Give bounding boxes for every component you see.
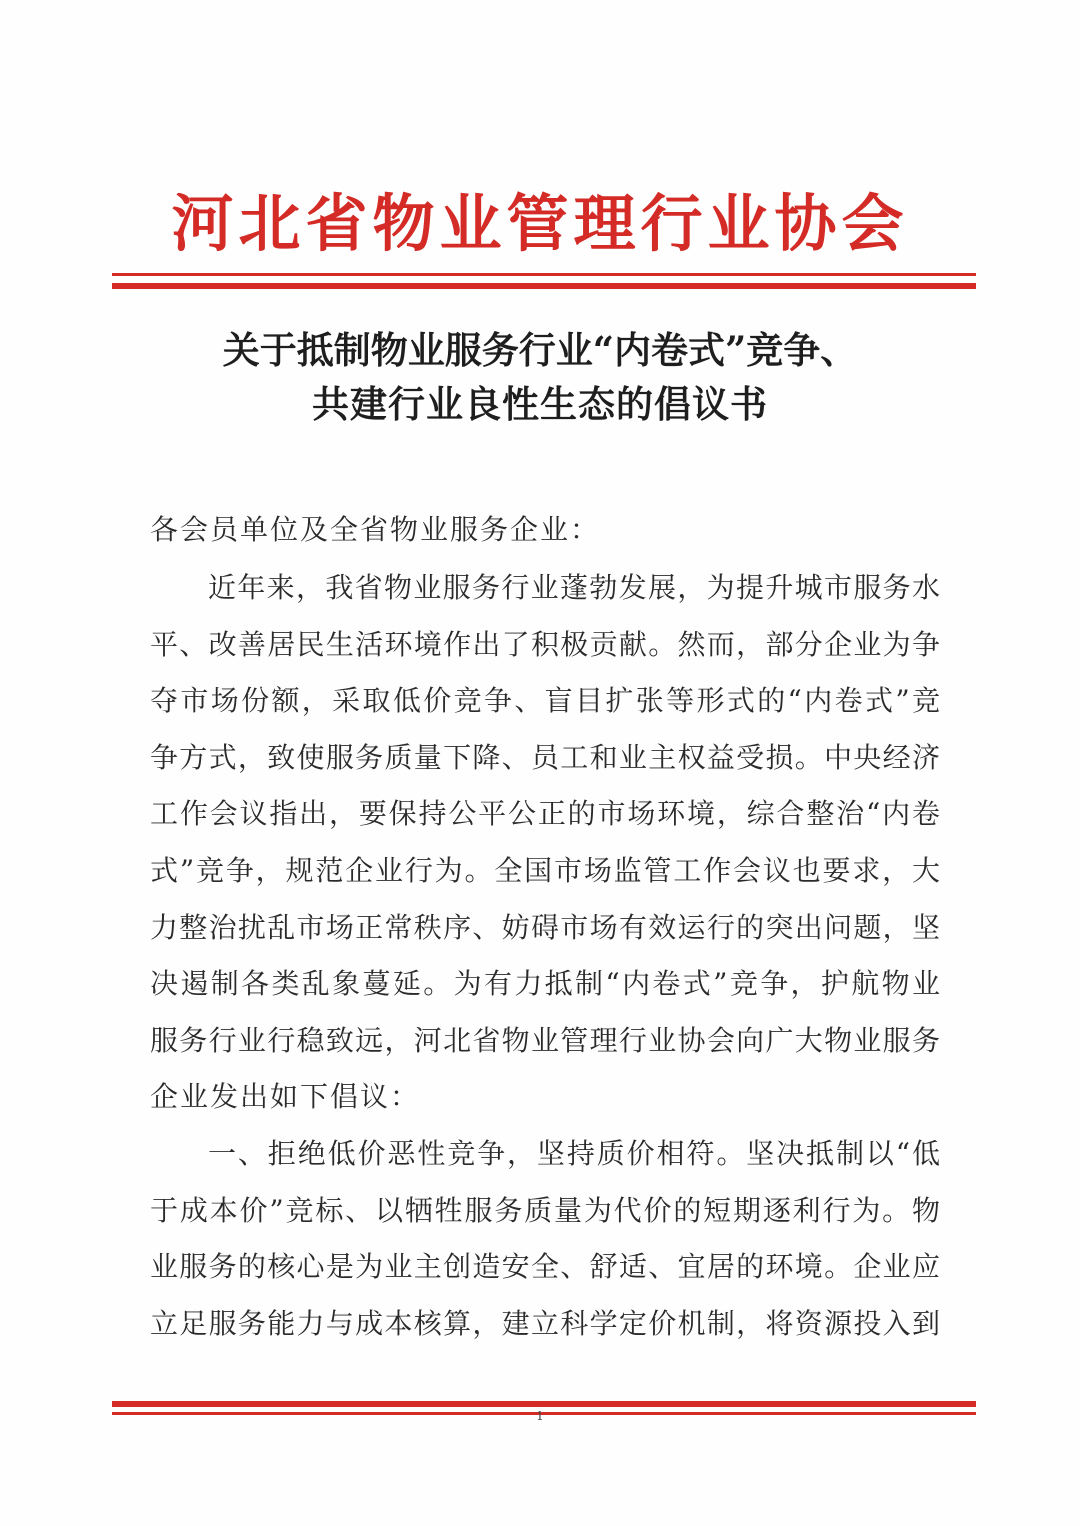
body-line: 力整治扰乱市场正常秩序、妨碍市场有效运行的突出问题，坚 <box>150 910 940 944</box>
body-line: 于成本价”竞标、以牺牲服务质量为代价的短期逐利行为。物 <box>150 1193 940 1227</box>
body-line: 近年来，我省物业服务行业蓬勃发展，为提升城市服务水 <box>208 571 940 604</box>
page-number: 1 <box>536 1409 544 1423</box>
body-line: 企业发出如下倡议： <box>150 1080 421 1114</box>
body-line: 立足服务能力与成本核算，建立科学定价机制，将资源投入到 <box>150 1306 940 1340</box>
letterhead-divider-thick <box>112 283 976 289</box>
salutation: 各会员单位及全省物业服务企业： <box>150 513 601 546</box>
body-line: 争方式，致使服务质量下降、员工和业主权益受损。中央经济 <box>150 740 940 774</box>
document-title-line-2: 共建行业良性生态的倡议书 <box>312 382 768 426</box>
letterhead-divider-thin <box>112 273 976 276</box>
letterhead-organization-name: 河北省物业管理行业协会 <box>171 187 909 260</box>
body-line: 式”竞争，规范企业行为。全国市场监管工作会议也要求，大 <box>150 853 940 887</box>
body-line: 工作会议指出，要保持公平公正的市场环境，综合整治“内卷 <box>150 797 940 831</box>
body-line: 平、改善居民生活环境作出了积极贡献。然而，部分企业为争 <box>150 627 940 661</box>
body-line: 业服务的核心是为业主创造安全、舒适、宜居的环境。企业应 <box>150 1250 940 1284</box>
body-text <box>150 560 940 1360</box>
body-line: 决遏制各类乱象蔓延。为有力抵制“内卷式”竞争，护航物业 <box>150 967 940 1001</box>
body-line: 服务行业行稳致远，河北省物业管理行业协会向广大物业服务 <box>150 1023 940 1057</box>
footer-divider-thick <box>112 1401 976 1407</box>
body-line: 夺市场份额，采取低价竞争、盲目扩张等形式的“内卷式”竞 <box>150 684 940 718</box>
document-title-line-1: 关于抵制物业服务行业“内卷式”竞争、 <box>222 328 858 372</box>
body-line: 一、拒绝低价恶性竞争，坚持质价相符。坚决抵制以“低 <box>208 1136 940 1170</box>
